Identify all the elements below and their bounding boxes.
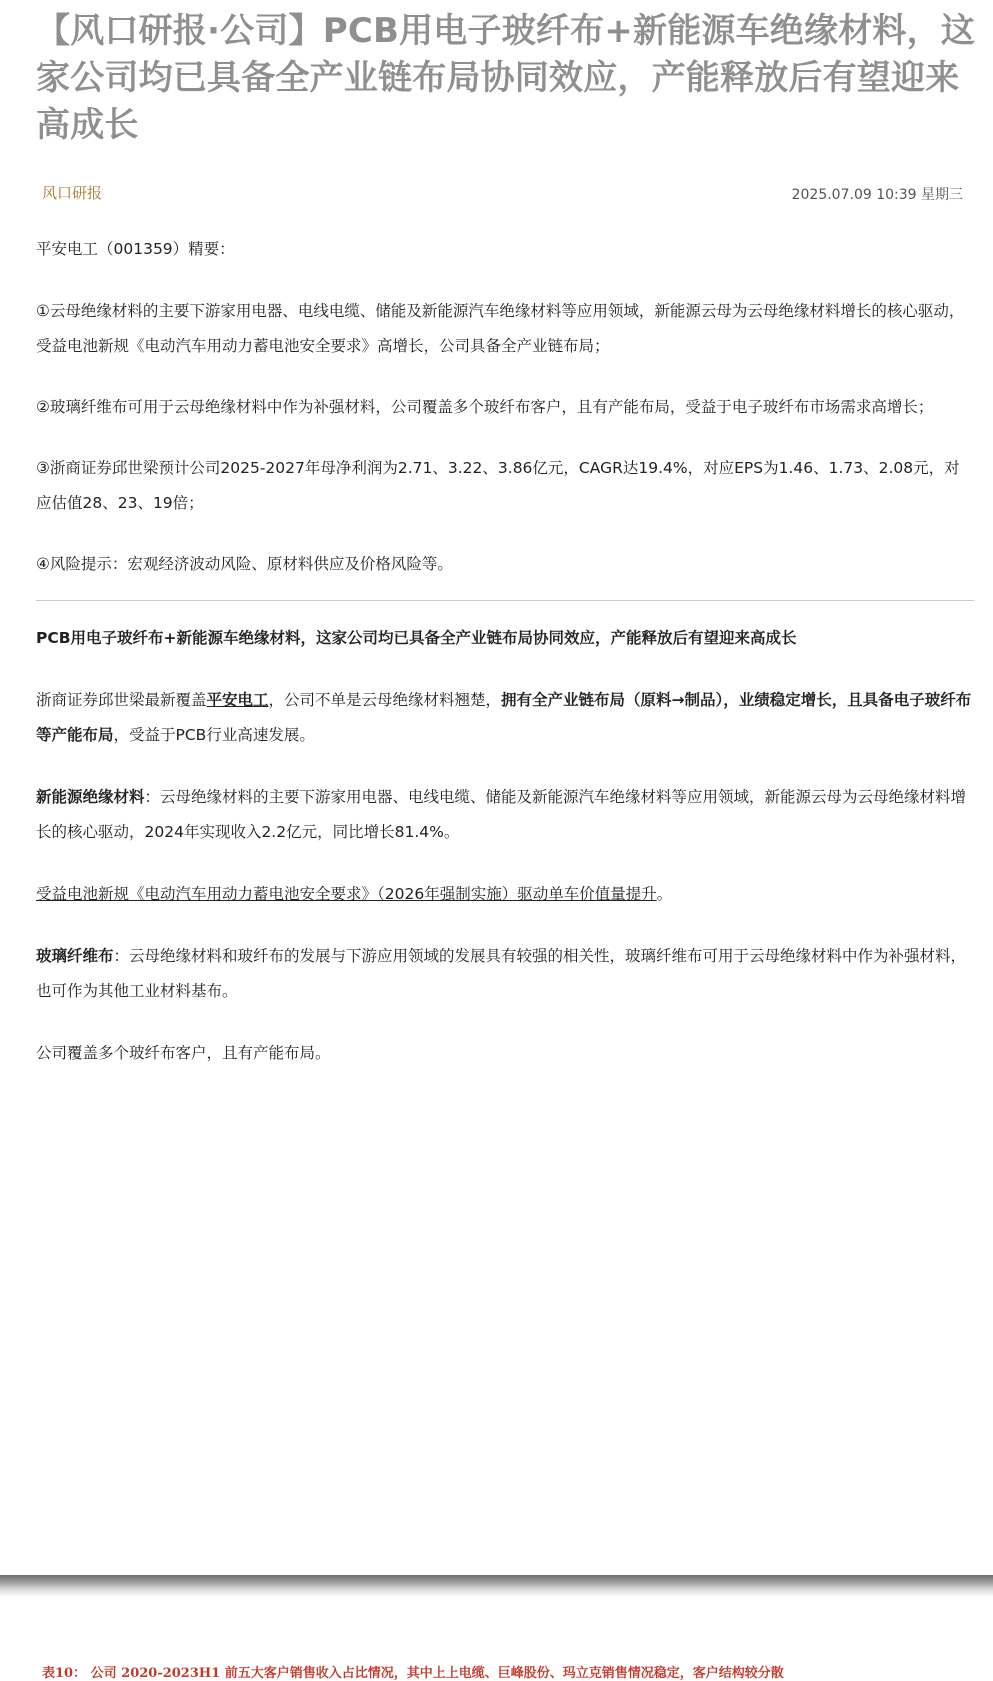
intro-line: 平安电工（001359）精要： (36, 240, 235, 258)
table-caption: 表10： 公司 2020-2023H1 前五大客户销售收入占比情况，其中上上电缆、巨峰股份、玛立克销售情况稳定，客户结构较分散 (42, 1666, 784, 1681)
summary-point-2: ②玻璃纤维布可用于云母绝缘材料中作为补强材料，公司覆盖多个玻纤布客户，且有产能布局，受益于电子玻纤布市场需求高增长； (36, 398, 934, 416)
p2-label: 新能源绝缘材料 (36, 788, 145, 806)
section-divider (36, 600, 974, 601)
next-page-area (0, 1597, 993, 1680)
p2-text: ：云母绝缘材料的主要下游家用电器、电线电缆、储能及新能源汽车绝缘材料等应用领域，新能源云母为云母绝缘材料增长的核心驱动，2024年实现收入2.2亿元，同比增长81.4%。 (36, 788, 967, 841)
body-paragraph-1 (36, 683, 974, 753)
p1-highlight: 拥有全产业链布局（原料→制品），业绩稳定增长，且具备电子玻纤布等产能布局 (36, 691, 972, 744)
article-source[interactable]: 风口研报 (42, 184, 103, 202)
summary-point-1: ①云母绝缘材料的主要下游家用电器、电线电缆、储能及新能源汽车绝缘材料等应用领域，新能源云母为云母绝缘材料增长的核心驱动，受益电池新规《电动汽车用动力蓄电池安全要求》高增长，公司具备全产业链布局； (36, 302, 965, 355)
p1-prefix: 浙商证券邱世梁最新覆盖 (36, 691, 207, 709)
p4-text: ：云母绝缘材料和玻纤布的发展与下游应用领域的发展具有较强的相关性，玻璃纤维布可用于云母绝缘材料中作为补强材料，也可作为其他工业材料基布。 (36, 947, 967, 1000)
body-paragraph-3 (36, 877, 974, 912)
p1-middle: ，公司不单是云母绝缘材料翘楚， (268, 691, 502, 709)
p3-suffix: 。 (656, 885, 673, 903)
body-paragraph-2 (36, 780, 974, 850)
p3-underlined: 受益电池新规《电动汽车用动力蓄电池安全要求》（2026年强制实施）驱动单车价值量提升 (36, 885, 657, 903)
company-link[interactable]: 平安电工 (206, 691, 269, 709)
page-break-shadow (0, 1575, 993, 1597)
article-datetime: 2025.07.09 10:39 星期三 (791, 187, 963, 203)
body-paragraph-5: 公司覆盖多个玻纤布客户，且有产能布局。 (36, 1044, 331, 1062)
body-paragraph-4 (36, 939, 974, 1009)
summary-point-3: ③浙商证券邱世梁预计公司2025-2027年母净利润为2.71、3.22、3.86亿元，CAGR达19.4%，对应EPS为1.46、1.73、2.08元，对应估值28、23、19倍； (36, 459, 960, 512)
article-content (36, 232, 974, 1071)
body-headline: PCB用电子玻纤布+新能源车绝缘材料，这家公司均已具备全产业链布局协同效应，产能释放后有望迎来高成长 (36, 629, 797, 647)
p4-label: 玻璃纤维布 (36, 947, 114, 965)
summary-point-4: ④风险提示：宏观经济波动风险、原材料供应及价格风险等。 (36, 555, 453, 573)
article-title: 【风口研报·公司】PCB用电子玻纤布+新能源车绝缘材料，这家公司均已具备全产业链布局协同效应，产能释放后有望迎来高成长 (36, 11, 975, 145)
p1-suffix: ，受益于PCB行业高速发展。 (113, 726, 315, 744)
